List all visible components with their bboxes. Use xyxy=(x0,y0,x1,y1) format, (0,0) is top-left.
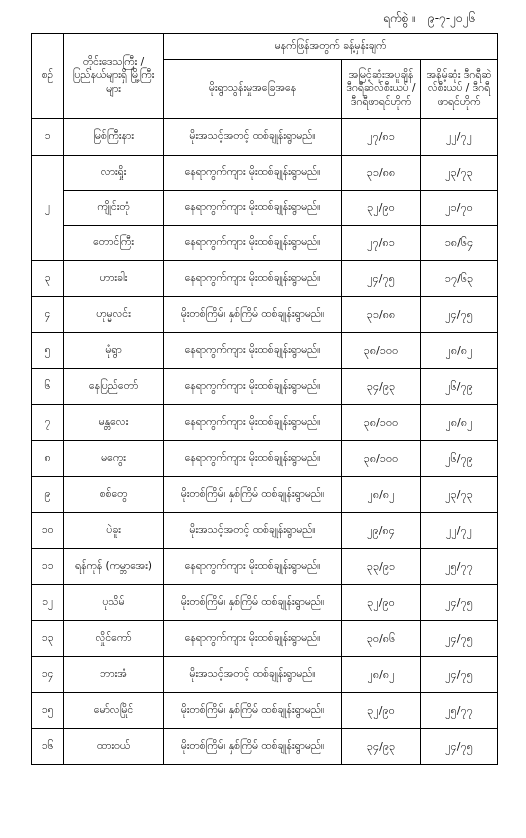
max-temp-cell: ၂၇/၈၁ xyxy=(342,226,421,261)
rain-cell: မိုးအသင့်အတင့် ထစ်ချုန်းရွာမည်။ xyxy=(164,657,342,693)
table-row xyxy=(32,156,498,191)
city-cell: မကွေး xyxy=(64,441,164,477)
city-cell: ဘားအံ xyxy=(64,657,164,693)
min-temp-cell: ၂၈/၈၂ xyxy=(421,405,498,441)
rain-cell: နေရာကွက်ကျား မိုးထစ်ချုန်းရွာမည်။ xyxy=(164,261,342,297)
table-row xyxy=(32,226,498,261)
max-temp-cell: ၃၈/၁၀၀ xyxy=(342,405,421,441)
serial-cell: ၆ xyxy=(32,369,64,405)
rain-cell: နေရာကွက်ကျား မိုးထစ်ချုန်းရွာမည်။ xyxy=(164,156,342,191)
serial-cell: ၁ xyxy=(32,119,64,156)
header-region: တိုင်းဒေသကြီး / ပြည်နယ်များရှိ မြို့ကြီးများ xyxy=(64,34,164,119)
max-temp-cell: ၃၃/၉၁ xyxy=(342,549,421,585)
max-temp-cell: ၃၈/၁၀၀ xyxy=(342,441,421,477)
min-temp-cell: ၂၆/၇၉ xyxy=(421,369,498,405)
max-temp-cell: ၂၈/၈၂ xyxy=(342,657,421,693)
rain-cell: မိုးတစ်ကြိမ်၊ နှစ်ကြိမ် ထစ်ချုန်းရွာမည်။ xyxy=(164,477,342,513)
table-row xyxy=(32,549,498,585)
city-cell: နေပြည်တော် xyxy=(64,369,164,405)
max-temp-cell: ၃၂/၉၀ xyxy=(342,191,421,226)
rain-cell: မိုးတစ်ကြိမ်၊ နှစ်ကြိမ် ထစ်ချုန်းရွာမည်။ xyxy=(164,585,342,621)
min-temp-cell: ၂၈/၈၂ xyxy=(421,333,498,369)
serial-cell: ၂ xyxy=(32,156,64,261)
table-row xyxy=(32,729,498,765)
table-row xyxy=(32,477,498,513)
max-temp-cell: ၂၇/၈၁ xyxy=(342,119,421,156)
rain-cell: မိုးအသင့်အတင့် ထစ်ချုန်းရွာမည်။ xyxy=(164,513,342,549)
min-temp-cell: ၂၅/၇၇ xyxy=(421,693,498,729)
city-cell: ဟုမ္မလင်း xyxy=(64,297,164,333)
table-row xyxy=(32,191,498,226)
date-label: ရက်စွဲ ။ xyxy=(383,11,416,25)
rain-cell: နေရာကွက်ကျား မိုးထစ်ချုန်းရွာမည်။ xyxy=(164,191,342,226)
rain-cell: မိုးတစ်ကြိမ်၊ နှစ်ကြိမ် ထစ်ချုန်းရွာမည်။ xyxy=(164,693,342,729)
rain-cell: မိုးတစ်ကြိမ်၊ နှစ်ကြိမ် ထစ်ချုန်းရွာမည်။ xyxy=(164,297,342,333)
rain-cell: မိုးအသင့်အတင့် ထစ်ချုန်းရွာမည်။ xyxy=(164,119,342,156)
max-temp-cell: ၃၁/၈၈ xyxy=(342,297,421,333)
table-row xyxy=(32,405,498,441)
city-cell: လားရှိုး xyxy=(64,156,164,191)
table-row xyxy=(32,261,498,297)
max-temp-cell: ၃၄/၉၃ xyxy=(342,729,421,765)
table-row xyxy=(32,657,498,693)
table-row xyxy=(32,441,498,477)
serial-cell: ၁၂ xyxy=(32,585,64,621)
min-temp-cell: ၁၇/၆၃ xyxy=(421,261,498,297)
city-cell: မုံရွာ xyxy=(64,333,164,369)
serial-cell: ၁၃ xyxy=(32,621,64,657)
min-temp-cell: ၂၆/၇၉ xyxy=(421,441,498,477)
min-temp-cell: ၂၄/၇၅ xyxy=(421,621,498,657)
city-cell: မြစ်ကြီးနား xyxy=(64,119,164,156)
rain-cell: နေရာကွက်ကျား မိုးထစ်ချုန်းရွာမည်။ xyxy=(164,226,342,261)
city-cell: ကျိုင်းတုံ xyxy=(64,191,164,226)
max-temp-cell: ၂၈/၈၂ xyxy=(342,477,421,513)
rain-cell: မိုးတစ်ကြိမ်၊ နှစ်ကြိမ် ထစ်ချုန်းရွာမည်။ xyxy=(164,729,342,765)
max-temp-cell: ၂၄/၇၅ xyxy=(342,261,421,297)
rain-cell: နေရာကွက်ကျား မိုးထစ်ချုန်းရွာမည်။ xyxy=(164,621,342,657)
max-temp-cell: ၃၁/၈၈ xyxy=(342,156,421,191)
min-temp-cell: ၂၃/၇၃ xyxy=(421,156,498,191)
min-temp-cell: ၂၄/၇၅ xyxy=(421,657,498,693)
city-cell: ပုသိမ် xyxy=(64,585,164,621)
header-min-temp: အနိမ့်ဆုံး ဒီဂရီဆဲလ်စီးယပ် / ဒီဂရီဖာရင်ဟိုက် xyxy=(421,60,498,119)
serial-cell: ၇ xyxy=(32,405,64,441)
city-cell: စစ်တွေ xyxy=(64,477,164,513)
max-temp-cell: ၂၉/၈၄ xyxy=(342,513,421,549)
city-cell: ပဲခူး xyxy=(64,513,164,549)
table-row xyxy=(32,693,498,729)
header-rain-condition: မိုးရွာသွန်းမှုအခြေအနေ xyxy=(164,60,342,119)
city-cell: တောင်ကြီး xyxy=(64,226,164,261)
rain-cell: နေရာကွက်ကျား မိုးထစ်ချုန်းရွာမည်။ xyxy=(164,549,342,585)
date-line xyxy=(0,8,526,30)
serial-cell: ၁၄ xyxy=(32,657,64,693)
date-value: ၉-၇-၂၀၂၆ xyxy=(428,11,476,25)
city-cell: ရန်ကုန် (ကမ္ဘာအေး) xyxy=(64,549,164,585)
min-temp-cell: ၂၂/၇၂ xyxy=(421,119,498,156)
city-cell: ဟားခါး xyxy=(64,261,164,297)
max-temp-cell: ၃၀/၈၆ xyxy=(342,621,421,657)
min-temp-cell: ၂၃/၇၃ xyxy=(421,477,498,513)
rain-cell: နေရာကွက်ကျား မိုးထစ်ချုန်းရွာမည်။ xyxy=(164,369,342,405)
max-temp-cell: ၃၈/၁၀၀ xyxy=(342,333,421,369)
table-row xyxy=(32,119,498,156)
city-cell: ထားဝယ် xyxy=(64,729,164,765)
min-temp-cell: ၂၄/၇၅ xyxy=(421,585,498,621)
serial-cell: ၄ xyxy=(32,297,64,333)
serial-cell: ၅ xyxy=(32,333,64,369)
city-cell: မော်လမြိုင် xyxy=(64,693,164,729)
header-max-temp: အမြင့်ဆုံးအပူချိန် ဒီဂရီဆဲလ်စီးယပ် /ဒီဂရီဖာရင်ဟိုက် xyxy=(342,60,421,119)
max-temp-cell: ၃၂/၉၀ xyxy=(342,585,421,621)
serial-cell: ၁၆ xyxy=(32,729,64,765)
min-temp-cell: ၂၄/၇၅ xyxy=(421,297,498,333)
serial-cell: ၈ xyxy=(32,441,64,477)
serial-cell: ၃ xyxy=(32,261,64,297)
table-row xyxy=(32,513,498,549)
table-row xyxy=(32,297,498,333)
serial-cell: ၉ xyxy=(32,477,64,513)
header-forecast-group: မနက်ဖြန်အတွက် ခန့်မှန်းချက် xyxy=(164,34,498,60)
rain-cell: နေရာကွက်ကျား မိုးထစ်ချုန်းရွာမည်။ xyxy=(164,405,342,441)
min-temp-cell: ၂၂/၇၂ xyxy=(421,513,498,549)
header-serial: စဉ် xyxy=(32,34,64,119)
min-temp-cell: ၂၄/၇၅ xyxy=(421,729,498,765)
rain-cell: နေရာကွက်ကျား မိုးထစ်ချုန်းရွာမည်။ xyxy=(164,333,342,369)
table-row xyxy=(32,621,498,657)
city-cell: မန္တလေး xyxy=(64,405,164,441)
serial-cell: ၁၁ xyxy=(32,549,64,585)
min-temp-cell: ၁၈/၆၄ xyxy=(421,226,498,261)
table-row xyxy=(32,369,498,405)
max-temp-cell: ၃၄/၉၃ xyxy=(342,369,421,405)
min-temp-cell: ၂၁/၇၀ xyxy=(421,191,498,226)
serial-cell: ၁၅ xyxy=(32,693,64,729)
max-temp-cell: ၃၂/၉၀ xyxy=(342,693,421,729)
city-cell: လှိုင်ကော် xyxy=(64,621,164,657)
serial-cell: ၁၀ xyxy=(32,513,64,549)
min-temp-cell: ၂၅/၇၇ xyxy=(421,549,498,585)
table-row xyxy=(32,333,498,369)
forecast-table xyxy=(31,33,498,765)
table-row xyxy=(32,585,498,621)
rain-cell: နေရာကွက်ကျား မိုးထစ်ချုန်းရွာမည်။ xyxy=(164,441,342,477)
